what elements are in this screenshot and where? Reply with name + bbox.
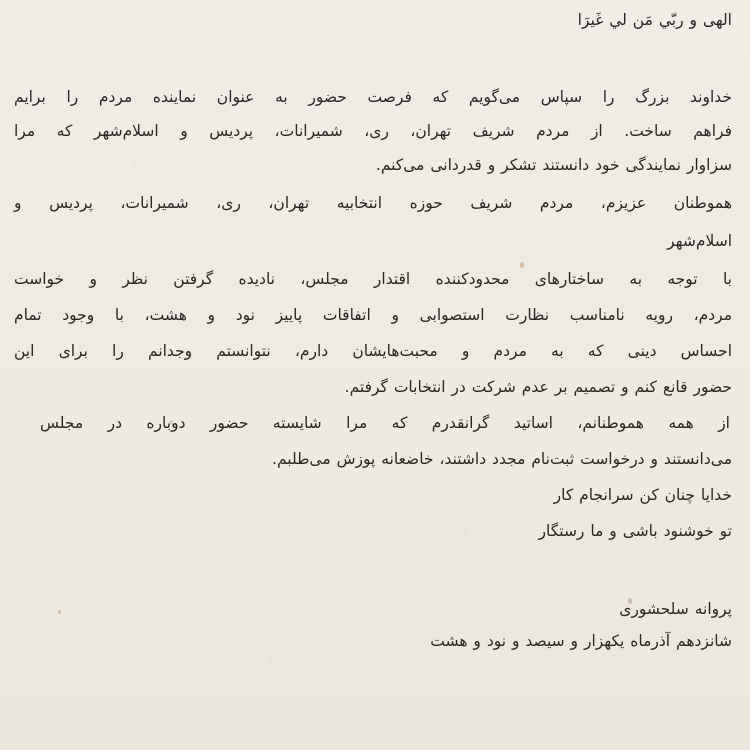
letter-line: حضور قانع کنم و تصمیم بر عدم شرکت در انتخابات گرفتم. (344, 378, 732, 396)
letter-line: فراهم ساخت. از مردم شریف تهران، ری، شمیرانات، پردیس و اسلام‌شهر که مرا (14, 122, 732, 140)
letter-line: خداوند بزرگ را سپاس می‌گویم که فرصت حضور به عنوان نماینده مردم را برایم (14, 88, 732, 106)
letter-line: سزاوار نمایندگی خود دانستند تشکر و قدردانی می‌کنم. (375, 156, 732, 174)
letter-line: مردم، رویه نامناسب نظارت استصوابی و اتفاقات پاییز نود و هشت، با وجود تمام (14, 306, 732, 324)
letter-line: احساس دینی که به مردم و محبت‌هایشان دارم، نتوانستم وجدانم را برای این (14, 342, 732, 360)
letter-line: هموطنان عزیزم، مردم شریف حوزه انتخابیه تهران، ری، شمیرانات، پردیس و (14, 194, 732, 212)
letter-line: با توجه به ساختارهای محدودکننده اقتدار مجلس، نادیده گرفتن نظر و خواست (14, 270, 732, 288)
letter-line: می‌دانستند و درخواست ثبت‌نام مجدد داشتند، خاضعانه پوزش می‌طلبم. (272, 450, 732, 468)
letter-line: تو خوشنود باشی و ما رستگار (538, 522, 732, 540)
letter-line: از همه هموطنانم، اساتید گرانقدرم که مرا شایسته حضور دوباره در مجلس (40, 414, 730, 432)
letter-line: خدایا چنان کن سرانجام کار (553, 486, 732, 504)
letter-line: اسلام‌شهر (667, 232, 732, 250)
signature-name: پروانه سلحشوری (619, 600, 732, 618)
signature-date: شانزدهم آذرماه یکهزار و سیصد و نود و هشت (430, 632, 732, 650)
invocation-line: الهی و ربّي مَن لي غَيرَا (577, 11, 732, 29)
